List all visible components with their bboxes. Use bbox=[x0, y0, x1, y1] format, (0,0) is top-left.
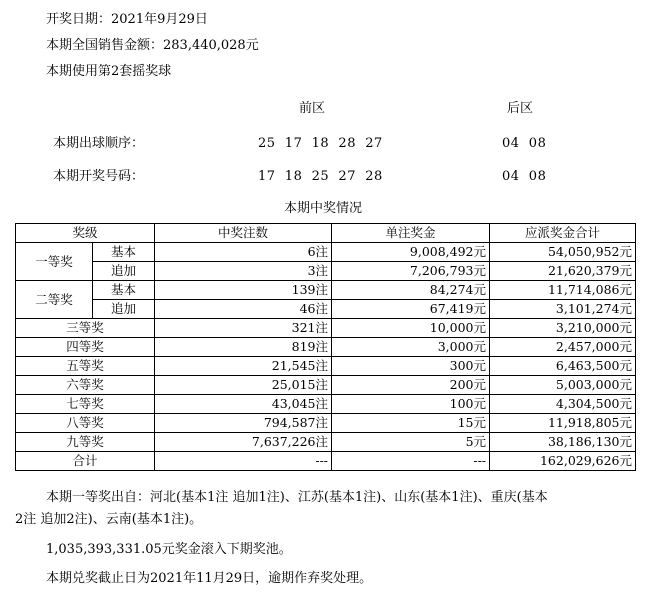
single-prize: 9,008,492元 bbox=[332, 243, 490, 262]
winner-count: 819注 bbox=[155, 338, 332, 357]
table-row bbox=[16, 376, 636, 395]
table-row bbox=[16, 433, 636, 452]
single-prize: 3,000元 bbox=[332, 338, 490, 357]
winner-count: 139注 bbox=[155, 281, 332, 300]
table-header-row bbox=[16, 224, 636, 243]
winner-count: 321注 bbox=[155, 319, 332, 338]
winning-numbers-front: 17 18 25 27 28 bbox=[258, 169, 383, 184]
header-count: 中奖注数 bbox=[155, 224, 332, 243]
header-level: 奖级 bbox=[16, 224, 155, 243]
prize-sub-level: 追加 bbox=[93, 300, 155, 319]
prize-level: 九等奖 bbox=[16, 433, 155, 452]
sales-amount: 本期全国销售金额：283,440,028元 bbox=[46, 38, 259, 53]
winner-count: 7,637,226注 bbox=[155, 433, 332, 452]
total-prize: 38,186,130元 bbox=[490, 433, 636, 452]
total-prize: 21,620,379元 bbox=[490, 262, 636, 281]
prize-table-title: 本期中奖情况 bbox=[284, 201, 363, 216]
draw-order-front: 25 17 18 28 27 bbox=[258, 136, 383, 151]
total-prize: 2,457,000元 bbox=[490, 338, 636, 357]
winner-count: --- bbox=[155, 452, 332, 471]
back-zone-label: 后区 bbox=[507, 101, 534, 116]
winner-count: 6注 bbox=[155, 243, 332, 262]
total-prize: 54,050,952元 bbox=[490, 243, 636, 262]
prize-sub-level: 追加 bbox=[93, 262, 155, 281]
single-prize: --- bbox=[332, 452, 490, 471]
prize-sub-level: 基本 bbox=[93, 281, 155, 300]
single-prize: 10,000元 bbox=[332, 319, 490, 338]
table-row bbox=[16, 357, 636, 376]
table-row bbox=[16, 281, 636, 300]
table-total-row bbox=[16, 452, 636, 471]
winner-count: 21,545注 bbox=[155, 357, 332, 376]
first-prize-origin-line1: 本期一等奖出自：河北(基本1注 追加1注)、江苏(基本1注)、山东(基本1注)、重庆(基本 bbox=[46, 490, 548, 505]
single-prize: 200元 bbox=[332, 376, 490, 395]
draw-date: 开奖日期：2021年9月29日 bbox=[46, 12, 208, 27]
prize-level: 五等奖 bbox=[16, 357, 155, 376]
total-prize: 4,304,500元 bbox=[490, 395, 636, 414]
total-prize: 5,003,000元 bbox=[490, 376, 636, 395]
total-prize: 11,918,805元 bbox=[490, 414, 636, 433]
rollover-note: 1,035,393,331.05元奖金滚入下期奖池。 bbox=[46, 542, 292, 557]
header-single: 单注奖金 bbox=[332, 224, 490, 243]
winner-count: 25,015注 bbox=[155, 376, 332, 395]
front-zone-label: 前区 bbox=[299, 101, 326, 116]
claim-deadline: 本期兑奖截止日为2021年11月29日，逾期作弃奖处理。 bbox=[46, 571, 373, 586]
grand-total: 162,029,626元 bbox=[490, 452, 636, 471]
winner-count: 46注 bbox=[155, 300, 332, 319]
prize-level: 四等奖 bbox=[16, 338, 155, 357]
prize-level: 七等奖 bbox=[16, 395, 155, 414]
winner-count: 794,587注 bbox=[155, 414, 332, 433]
table-row bbox=[16, 395, 636, 414]
winning-numbers-label: 本期开奖号码： bbox=[53, 169, 145, 184]
single-prize: 7,206,793元 bbox=[332, 262, 490, 281]
total-prize: 3,210,000元 bbox=[490, 319, 636, 338]
single-prize: 84,274元 bbox=[332, 281, 490, 300]
table-row bbox=[16, 414, 636, 433]
prize-level: 三等奖 bbox=[16, 319, 155, 338]
total-prize: 6,463,500元 bbox=[490, 357, 636, 376]
winner-count: 43,045注 bbox=[155, 395, 332, 414]
prize-level: 六等奖 bbox=[16, 376, 155, 395]
draw-order-label: 本期出球顺序： bbox=[53, 136, 145, 151]
winning-numbers-back: 04 08 bbox=[502, 169, 547, 184]
prize-table bbox=[15, 223, 636, 471]
draw-order-back: 04 08 bbox=[502, 136, 547, 151]
table-row bbox=[16, 300, 636, 319]
ball-set-note: 本期使用第2套摇奖球 bbox=[46, 64, 172, 79]
single-prize: 300元 bbox=[332, 357, 490, 376]
single-prize: 5元 bbox=[332, 433, 490, 452]
single-prize: 15元 bbox=[332, 414, 490, 433]
prize-level: 一等奖 bbox=[16, 243, 93, 281]
single-prize: 67,419元 bbox=[332, 300, 490, 319]
table-row bbox=[16, 338, 636, 357]
winner-count: 3注 bbox=[155, 262, 332, 281]
prize-level: 八等奖 bbox=[16, 414, 155, 433]
total-prize: 11,714,086元 bbox=[490, 281, 636, 300]
total-prize: 3,101,274元 bbox=[490, 300, 636, 319]
prize-sub-level: 基本 bbox=[93, 243, 155, 262]
prize-level: 二等奖 bbox=[16, 281, 93, 319]
header-total: 应派奖金合计 bbox=[490, 224, 636, 243]
single-prize: 100元 bbox=[332, 395, 490, 414]
table-row bbox=[16, 243, 636, 262]
table-row bbox=[16, 262, 636, 281]
table-row bbox=[16, 319, 636, 338]
total-label: 合计 bbox=[16, 452, 155, 471]
first-prize-origin-line2: 2注 追加2注)、云南(基本1注)。 bbox=[15, 512, 203, 527]
